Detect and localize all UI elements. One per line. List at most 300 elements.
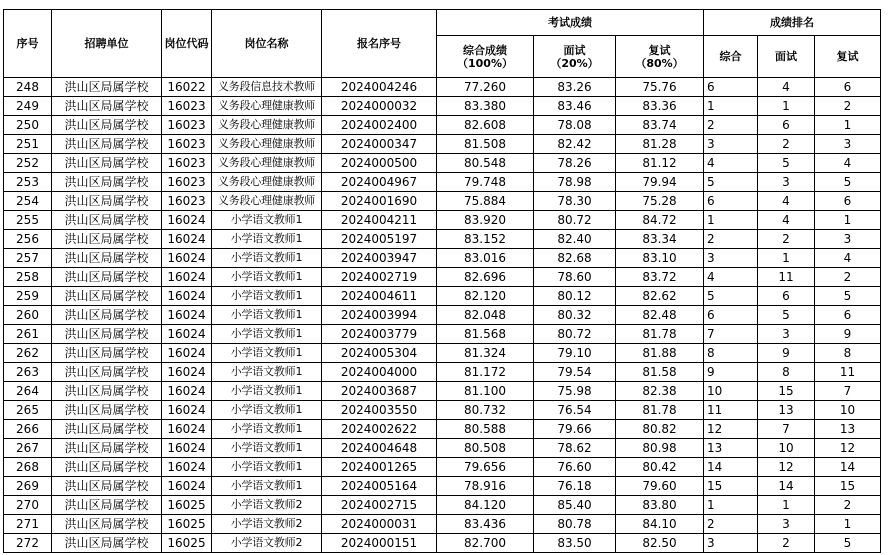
seq-cell: 269 <box>4 477 52 496</box>
header-post-code: 岗位代码 <box>162 10 212 78</box>
post-name-cell: 小学语文教师2 <box>212 496 322 515</box>
rank-interview-cell: 1 <box>758 496 815 515</box>
rank-retest-cell: 10 <box>815 401 881 420</box>
header-rank-retest: 复试 <box>815 36 881 78</box>
post-code-cell: 16024 <box>162 211 212 230</box>
table-row <box>4 420 881 439</box>
interview-score-cell: 80.78 <box>534 515 616 534</box>
rank-total-cell: 5 <box>704 287 758 306</box>
interview-score-cell: 82.68 <box>534 249 616 268</box>
rank-total-cell: 6 <box>704 306 758 325</box>
header-seq: 序号 <box>4 10 52 78</box>
interview-score-cell: 80.72 <box>534 211 616 230</box>
interview-score-cell: 79.54 <box>534 363 616 382</box>
post-name-cell: 小学语文教师1 <box>212 363 322 382</box>
post-name-cell: 小学语文教师1 <box>212 439 322 458</box>
rank-interview-cell: 2 <box>758 230 815 249</box>
rank-retest-cell: 12 <box>815 439 881 458</box>
table-body <box>4 78 881 553</box>
reg-no-cell: 2024002719 <box>322 268 437 287</box>
unit-cell: 洪山区局属学校 <box>52 268 162 287</box>
table-row <box>4 496 881 515</box>
post-name-cell: 义务段心理健康教师 <box>212 192 322 211</box>
unit-cell: 洪山区局属学校 <box>52 154 162 173</box>
interview-score-cell: 79.10 <box>534 344 616 363</box>
rank-total-cell: 15 <box>704 477 758 496</box>
rank-total-cell: 2 <box>704 515 758 534</box>
rank-retest-cell: 6 <box>815 306 881 325</box>
unit-cell: 洪山区局属学校 <box>52 306 162 325</box>
total-score-cell: 80.548 <box>437 154 534 173</box>
unit-cell: 洪山区局属学校 <box>52 249 162 268</box>
rank-interview-cell: 2 <box>758 534 815 553</box>
total-score-cell: 80.508 <box>437 439 534 458</box>
seq-cell: 251 <box>4 135 52 154</box>
reg-no-cell: 2024000347 <box>322 135 437 154</box>
retest-score-cell: 82.62 <box>616 287 704 306</box>
rank-retest-cell: 14 <box>815 458 881 477</box>
reg-no-cell: 2024003779 <box>322 325 437 344</box>
total-score-cell: 82.696 <box>437 268 534 287</box>
table-row <box>4 306 881 325</box>
rank-interview-cell: 4 <box>758 211 815 230</box>
header-rank-interview: 面试 <box>758 36 815 78</box>
reg-no-cell: 2024004211 <box>322 211 437 230</box>
rank-total-cell: 12 <box>704 420 758 439</box>
retest-score-cell: 82.50 <box>616 534 704 553</box>
header-unit: 招聘单位 <box>52 10 162 78</box>
reg-no-cell: 2024002715 <box>322 496 437 515</box>
rank-total-cell: 11 <box>704 401 758 420</box>
seq-cell: 267 <box>4 439 52 458</box>
retest-score-cell: 80.42 <box>616 458 704 477</box>
retest-score-cell: 80.82 <box>616 420 704 439</box>
post-name-cell: 义务段心理健康教师 <box>212 154 322 173</box>
unit-cell: 洪山区局属学校 <box>52 477 162 496</box>
post-code-cell: 16025 <box>162 534 212 553</box>
retest-score-cell: 83.74 <box>616 116 704 135</box>
rank-total-cell: 4 <box>704 268 758 287</box>
rank-retest-cell: 5 <box>815 173 881 192</box>
total-score-cell: 81.100 <box>437 382 534 401</box>
post-name-cell: 义务段心理健康教师 <box>212 97 322 116</box>
post-name-cell: 小学语文教师1 <box>212 401 322 420</box>
reg-no-cell: 2024002622 <box>322 420 437 439</box>
rank-retest-cell: 5 <box>815 534 881 553</box>
unit-cell: 洪山区局属学校 <box>52 515 162 534</box>
table-row <box>4 287 881 306</box>
table-row <box>4 173 881 192</box>
rank-interview-cell: 1 <box>758 97 815 116</box>
interview-score-cell: 78.98 <box>534 173 616 192</box>
total-score-cell: 82.120 <box>437 287 534 306</box>
seq-cell: 272 <box>4 534 52 553</box>
reg-no-cell: 2024003947 <box>322 249 437 268</box>
post-code-cell: 16023 <box>162 192 212 211</box>
rank-retest-cell: 1 <box>815 116 881 135</box>
seq-cell: 268 <box>4 458 52 477</box>
rank-total-cell: 1 <box>704 211 758 230</box>
post-name-cell: 小学语文教师1 <box>212 325 322 344</box>
table-header <box>4 10 881 78</box>
rank-retest-cell: 15 <box>815 477 881 496</box>
post-code-cell: 16025 <box>162 515 212 534</box>
retest-score-cell: 81.28 <box>616 135 704 154</box>
table-row <box>4 249 881 268</box>
reg-no-cell: 2024005164 <box>322 477 437 496</box>
interview-score-cell: 82.40 <box>534 230 616 249</box>
header-total-score-line1: 综合成绩 <box>463 43 507 57</box>
post-code-cell: 16024 <box>162 439 212 458</box>
reg-no-cell: 2024004967 <box>322 173 437 192</box>
reg-no-cell: 2024004611 <box>322 287 437 306</box>
rank-interview-cell: 6 <box>758 116 815 135</box>
post-code-cell: 16024 <box>162 230 212 249</box>
seq-cell: 254 <box>4 192 52 211</box>
unit-cell: 洪山区局属学校 <box>52 439 162 458</box>
post-name-cell: 小学语文教师1 <box>212 382 322 401</box>
reg-no-cell: 2024003550 <box>322 401 437 420</box>
rank-total-cell: 10 <box>704 382 758 401</box>
reg-no-cell: 2024004246 <box>322 78 437 97</box>
retest-score-cell: 83.36 <box>616 97 704 116</box>
rank-interview-cell: 4 <box>758 78 815 97</box>
seq-cell: 271 <box>4 515 52 534</box>
rank-interview-cell: 15 <box>758 382 815 401</box>
rank-retest-cell: 9 <box>815 325 881 344</box>
post-code-cell: 16023 <box>162 154 212 173</box>
rank-interview-cell: 5 <box>758 154 815 173</box>
post-code-cell: 16025 <box>162 496 212 515</box>
retest-score-cell: 83.72 <box>616 268 704 287</box>
total-score-cell: 82.700 <box>437 534 534 553</box>
header-exam-group: 考试成绩 <box>437 10 704 36</box>
table-row <box>4 78 881 97</box>
total-score-cell: 82.048 <box>437 306 534 325</box>
rank-total-cell: 2 <box>704 116 758 135</box>
total-score-cell: 81.568 <box>437 325 534 344</box>
table-row <box>4 211 881 230</box>
rank-interview-cell: 10 <box>758 439 815 458</box>
total-score-cell: 81.508 <box>437 135 534 154</box>
rank-total-cell: 3 <box>704 135 758 154</box>
unit-cell: 洪山区局属学校 <box>52 192 162 211</box>
post-code-cell: 16024 <box>162 420 212 439</box>
table-row <box>4 401 881 420</box>
table-row <box>4 154 881 173</box>
seq-cell: 270 <box>4 496 52 515</box>
reg-no-cell: 2024003994 <box>322 306 437 325</box>
interview-score-cell: 78.60 <box>534 268 616 287</box>
table-row <box>4 534 881 553</box>
rank-interview-cell: 1 <box>758 249 815 268</box>
post-name-cell: 义务段心理健康教师 <box>212 116 322 135</box>
post-name-cell: 义务段心理健康教师 <box>212 173 322 192</box>
total-score-cell: 83.016 <box>437 249 534 268</box>
reg-no-cell: 2024004000 <box>322 363 437 382</box>
rank-total-cell: 2 <box>704 230 758 249</box>
table-row <box>4 97 881 116</box>
post-name-cell: 小学语文教师2 <box>212 534 322 553</box>
rank-retest-cell: 3 <box>815 135 881 154</box>
post-code-cell: 16024 <box>162 287 212 306</box>
header-post-name: 岗位名称 <box>212 10 322 78</box>
post-name-cell: 小学语文教师1 <box>212 211 322 230</box>
unit-cell: 洪山区局属学校 <box>52 401 162 420</box>
rank-interview-cell: 7 <box>758 420 815 439</box>
post-name-cell: 小学语文教师1 <box>212 268 322 287</box>
post-name-cell: 小学语文教师2 <box>212 515 322 534</box>
post-code-cell: 16024 <box>162 401 212 420</box>
post-name-cell: 小学语文教师1 <box>212 420 322 439</box>
retest-score-cell: 81.88 <box>616 344 704 363</box>
rank-retest-cell: 3 <box>815 230 881 249</box>
post-name-cell: 小学语文教师1 <box>212 230 322 249</box>
reg-no-cell: 2024003687 <box>322 382 437 401</box>
table-row <box>4 135 881 154</box>
rank-interview-cell: 13 <box>758 401 815 420</box>
header-total-score <box>437 36 534 78</box>
total-score-cell: 83.436 <box>437 515 534 534</box>
seq-cell: 256 <box>4 230 52 249</box>
reg-no-cell: 2024005197 <box>322 230 437 249</box>
rank-interview-cell: 14 <box>758 477 815 496</box>
rank-interview-cell: 5 <box>758 306 815 325</box>
unit-cell: 洪山区局属学校 <box>52 534 162 553</box>
seq-cell: 257 <box>4 249 52 268</box>
table-row <box>4 477 881 496</box>
seq-cell: 265 <box>4 401 52 420</box>
table-row <box>4 325 881 344</box>
total-score-cell: 81.172 <box>437 363 534 382</box>
rank-total-cell: 4 <box>704 154 758 173</box>
reg-no-cell: 2024001265 <box>322 458 437 477</box>
total-score-cell: 84.120 <box>437 496 534 515</box>
unit-cell: 洪山区局属学校 <box>52 382 162 401</box>
seq-cell: 261 <box>4 325 52 344</box>
header-retest-score-line1: 复试 <box>648 43 671 57</box>
interview-score-cell: 82.42 <box>534 135 616 154</box>
table-row <box>4 363 881 382</box>
rank-interview-cell: 2 <box>758 135 815 154</box>
unit-cell: 洪山区局属学校 <box>52 135 162 154</box>
interview-score-cell: 78.62 <box>534 439 616 458</box>
rank-retest-cell: 6 <box>815 192 881 211</box>
table-row <box>4 268 881 287</box>
post-code-cell: 16022 <box>162 78 212 97</box>
post-code-cell: 16023 <box>162 116 212 135</box>
header-retest-score-line2: （80%） <box>635 56 684 70</box>
unit-cell: 洪山区局属学校 <box>52 363 162 382</box>
interview-score-cell: 85.40 <box>534 496 616 515</box>
interview-score-cell: 76.60 <box>534 458 616 477</box>
table-row <box>4 439 881 458</box>
unit-cell: 洪山区局属学校 <box>52 78 162 97</box>
rank-retest-cell: 5 <box>815 287 881 306</box>
rank-interview-cell: 11 <box>758 268 815 287</box>
retest-score-cell: 79.60 <box>616 477 704 496</box>
unit-cell: 洪山区局属学校 <box>52 97 162 116</box>
interview-score-cell: 76.54 <box>534 401 616 420</box>
interview-score-cell: 80.12 <box>534 287 616 306</box>
seq-cell: 253 <box>4 173 52 192</box>
post-code-cell: 16023 <box>162 135 212 154</box>
interview-score-cell: 80.72 <box>534 325 616 344</box>
retest-score-cell: 81.78 <box>616 325 704 344</box>
table-row <box>4 230 881 249</box>
rank-total-cell: 5 <box>704 173 758 192</box>
retest-score-cell: 83.34 <box>616 230 704 249</box>
rank-total-cell: 1 <box>704 496 758 515</box>
header-reg-no: 报名序号 <box>322 10 437 78</box>
rank-interview-cell: 3 <box>758 325 815 344</box>
post-name-cell: 小学语文教师1 <box>212 477 322 496</box>
post-code-cell: 16024 <box>162 268 212 287</box>
rank-total-cell: 3 <box>704 249 758 268</box>
post-name-cell: 小学语文教师1 <box>212 344 322 363</box>
rank-retest-cell: 1 <box>815 211 881 230</box>
unit-cell: 洪山区局属学校 <box>52 116 162 135</box>
rank-retest-cell: 6 <box>815 78 881 97</box>
reg-no-cell: 2024005304 <box>322 344 437 363</box>
seq-cell: 260 <box>4 306 52 325</box>
interview-score-cell: 78.08 <box>534 116 616 135</box>
interview-score-cell: 79.66 <box>534 420 616 439</box>
seq-cell: 262 <box>4 344 52 363</box>
total-score-cell: 79.656 <box>437 458 534 477</box>
table-row <box>4 515 881 534</box>
retest-score-cell: 79.94 <box>616 173 704 192</box>
rank-interview-cell: 9 <box>758 344 815 363</box>
total-score-cell: 79.748 <box>437 173 534 192</box>
reg-no-cell: 2024002400 <box>322 116 437 135</box>
seq-cell: 249 <box>4 97 52 116</box>
total-score-cell: 80.732 <box>437 401 534 420</box>
total-score-cell: 78.916 <box>437 477 534 496</box>
table-row <box>4 192 881 211</box>
unit-cell: 洪山区局属学校 <box>52 325 162 344</box>
unit-cell: 洪山区局属学校 <box>52 344 162 363</box>
unit-cell: 洪山区局属学校 <box>52 230 162 249</box>
unit-cell: 洪山区局属学校 <box>52 420 162 439</box>
rank-interview-cell: 6 <box>758 287 815 306</box>
header-interview-score <box>534 36 616 78</box>
seq-cell: 252 <box>4 154 52 173</box>
rank-retest-cell: 2 <box>815 496 881 515</box>
rank-total-cell: 9 <box>704 363 758 382</box>
post-code-cell: 16024 <box>162 344 212 363</box>
interview-score-cell: 83.26 <box>534 78 616 97</box>
rank-interview-cell: 12 <box>758 458 815 477</box>
rank-retest-cell: 13 <box>815 420 881 439</box>
retest-score-cell: 83.80 <box>616 496 704 515</box>
header-interview-score-line1: 面试 <box>563 43 586 57</box>
score-table <box>3 9 881 553</box>
seq-cell: 266 <box>4 420 52 439</box>
table-row <box>4 344 881 363</box>
rank-retest-cell: 4 <box>815 249 881 268</box>
unit-cell: 洪山区局属学校 <box>52 287 162 306</box>
post-name-cell: 小学语文教师1 <box>212 306 322 325</box>
seq-cell: 258 <box>4 268 52 287</box>
total-score-cell: 75.884 <box>437 192 534 211</box>
total-score-cell: 83.380 <box>437 97 534 116</box>
reg-no-cell: 2024001690 <box>322 192 437 211</box>
reg-no-cell: 2024000031 <box>322 515 437 534</box>
retest-score-cell: 82.48 <box>616 306 704 325</box>
post-code-cell: 16023 <box>162 97 212 116</box>
header-rank-total: 综合 <box>704 36 758 78</box>
retest-score-cell: 80.98 <box>616 439 704 458</box>
seq-cell: 248 <box>4 78 52 97</box>
post-code-cell: 16024 <box>162 306 212 325</box>
unit-cell: 洪山区局属学校 <box>52 173 162 192</box>
total-score-cell: 81.324 <box>437 344 534 363</box>
total-score-cell: 83.152 <box>437 230 534 249</box>
post-code-cell: 16024 <box>162 458 212 477</box>
unit-cell: 洪山区局属学校 <box>52 496 162 515</box>
retest-score-cell: 81.58 <box>616 363 704 382</box>
post-code-cell: 16024 <box>162 363 212 382</box>
retest-score-cell: 81.78 <box>616 401 704 420</box>
table-row <box>4 458 881 477</box>
interview-score-cell: 83.46 <box>534 97 616 116</box>
retest-score-cell: 75.28 <box>616 192 704 211</box>
interview-score-cell: 80.32 <box>534 306 616 325</box>
retest-score-cell: 83.10 <box>616 249 704 268</box>
rank-total-cell: 1 <box>704 97 758 116</box>
interview-score-cell: 78.30 <box>534 192 616 211</box>
retest-score-cell: 84.10 <box>616 515 704 534</box>
total-score-cell: 82.608 <box>437 116 534 135</box>
retest-score-cell: 81.12 <box>616 154 704 173</box>
rank-total-cell: 6 <box>704 78 758 97</box>
rank-retest-cell: 8 <box>815 344 881 363</box>
rank-retest-cell: 2 <box>815 97 881 116</box>
reg-no-cell: 2024000151 <box>322 534 437 553</box>
header-retest-score <box>616 36 704 78</box>
reg-no-cell: 2024000032 <box>322 97 437 116</box>
retest-score-cell: 75.76 <box>616 78 704 97</box>
table-row <box>4 116 881 135</box>
table-row <box>4 382 881 401</box>
post-code-cell: 16024 <box>162 249 212 268</box>
rank-total-cell: 7 <box>704 325 758 344</box>
unit-cell: 洪山区局属学校 <box>52 211 162 230</box>
reg-no-cell: 2024000500 <box>322 154 437 173</box>
post-code-cell: 16024 <box>162 325 212 344</box>
rank-retest-cell: 1 <box>815 515 881 534</box>
post-name-cell: 义务段信息技术教师 <box>212 78 322 97</box>
header-rank-group: 成绩排名 <box>704 10 881 36</box>
rank-retest-cell: 7 <box>815 382 881 401</box>
interview-score-cell: 75.98 <box>534 382 616 401</box>
interview-score-cell: 78.26 <box>534 154 616 173</box>
rank-retest-cell: 4 <box>815 154 881 173</box>
total-score-cell: 83.920 <box>437 211 534 230</box>
seq-cell: 259 <box>4 287 52 306</box>
rank-interview-cell: 3 <box>758 173 815 192</box>
seq-cell: 250 <box>4 116 52 135</box>
unit-cell: 洪山区局属学校 <box>52 458 162 477</box>
rank-total-cell: 14 <box>704 458 758 477</box>
post-name-cell: 义务段心理健康教师 <box>212 135 322 154</box>
rank-interview-cell: 4 <box>758 192 815 211</box>
rank-interview-cell: 3 <box>758 515 815 534</box>
post-code-cell: 16023 <box>162 173 212 192</box>
interview-score-cell: 83.50 <box>534 534 616 553</box>
reg-no-cell: 2024004648 <box>322 439 437 458</box>
